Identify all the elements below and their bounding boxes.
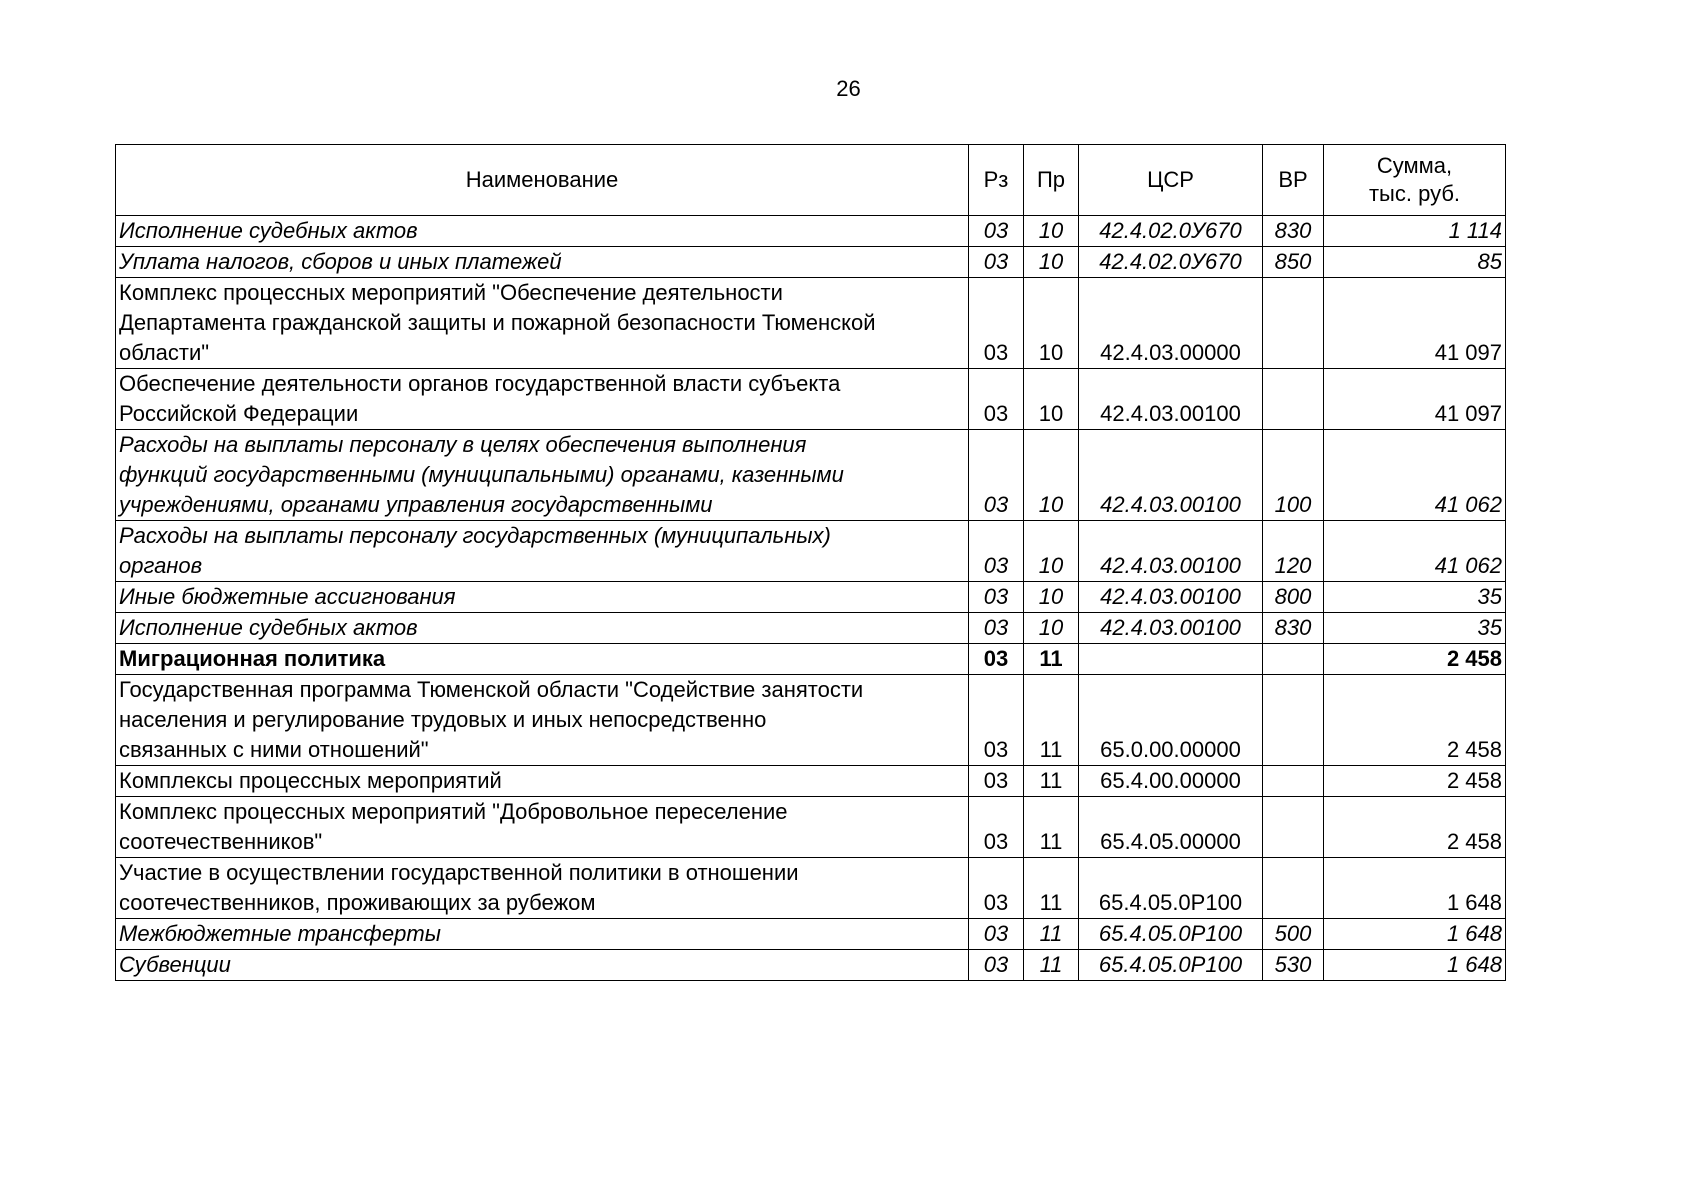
cell-csr: 65.0.00.00000 [1079,675,1263,766]
header-csr: ЦСР [1079,145,1263,216]
cell-pr: 11 [1024,797,1079,858]
cell-name: Участие в осуществлении государственной политики в отношении соотечественников, проживающих за рубежом [116,858,969,919]
cell-pr: 10 [1024,521,1079,582]
cell-csr: 65.4.05.0Р100 [1079,858,1263,919]
cell-csr: 42.4.03.00100 [1079,582,1263,613]
cell-name: Субвенции [116,950,969,981]
cell-sum: 1 648 [1324,858,1506,919]
table-body [116,216,1506,981]
table-row [116,613,1506,644]
cell-pr: 10 [1024,216,1079,247]
cell-sum: 1 648 [1324,950,1506,981]
table-row [116,644,1506,675]
cell-vr: 500 [1263,919,1324,950]
cell-name: Иные бюджетные ассигнования [116,582,969,613]
cell-rz: 03 [969,247,1024,278]
cell-csr: 42.4.02.0У670 [1079,247,1263,278]
cell-pr: 10 [1024,582,1079,613]
cell-csr: 42.4.03.00100 [1079,369,1263,430]
cell-vr: 800 [1263,582,1324,613]
cell-name: Обеспечение деятельности органов государственной власти субъекта Российской Федерации [116,369,969,430]
cell-vr [1263,797,1324,858]
table-row [116,797,1506,858]
table-row [116,675,1506,766]
cell-pr: 11 [1024,675,1079,766]
header-vr: ВР [1263,145,1324,216]
cell-vr: 530 [1263,950,1324,981]
cell-sum: 41 062 [1324,430,1506,521]
cell-csr: 65.4.05.0Р100 [1079,919,1263,950]
cell-rz: 03 [969,797,1024,858]
cell-vr [1263,675,1324,766]
cell-sum: 2 458 [1324,644,1506,675]
cell-pr: 11 [1024,766,1079,797]
cell-csr: 42.4.03.00100 [1079,521,1263,582]
cell-rz: 03 [969,644,1024,675]
table-row [116,247,1506,278]
cell-rz: 03 [969,369,1024,430]
cell-vr: 830 [1263,216,1324,247]
cell-rz: 03 [969,950,1024,981]
cell-vr [1263,766,1324,797]
cell-sum: 85 [1324,247,1506,278]
table-row [116,521,1506,582]
cell-rz: 03 [969,613,1024,644]
cell-sum: 41 097 [1324,278,1506,369]
cell-name: Комплекс процессных мероприятий "Добровольное переселение соотечественников" [116,797,969,858]
cell-sum: 2 458 [1324,766,1506,797]
cell-name: Расходы на выплаты персоналу государственных (муниципальных) органов [116,521,969,582]
table-row [116,369,1506,430]
cell-sum: 35 [1324,582,1506,613]
cell-rz: 03 [969,521,1024,582]
table-row [116,950,1506,981]
cell-sum: 2 458 [1324,797,1506,858]
cell-vr [1263,278,1324,369]
cell-pr: 10 [1024,247,1079,278]
cell-pr: 11 [1024,644,1079,675]
cell-sum: 1 648 [1324,919,1506,950]
cell-vr: 100 [1263,430,1324,521]
header-rz: Рз [969,145,1024,216]
cell-csr: 42.4.02.0У670 [1079,216,1263,247]
cell-sum: 41 062 [1324,521,1506,582]
cell-rz: 03 [969,216,1024,247]
table-row [116,766,1506,797]
table-row [116,216,1506,247]
cell-vr [1263,644,1324,675]
cell-pr: 10 [1024,278,1079,369]
cell-csr: 42.4.03.00100 [1079,430,1263,521]
table-row [116,278,1506,369]
cell-vr: 120 [1263,521,1324,582]
cell-pr: 11 [1024,950,1079,981]
cell-pr: 10 [1024,369,1079,430]
cell-name: Расходы на выплаты персоналу в целях обеспечения выполнения функций государственными (муниципальными) органами, казенными учреждениями, органами управления государственными [116,430,969,521]
cell-csr: 65.4.05.00000 [1079,797,1263,858]
cell-rz: 03 [969,430,1024,521]
cell-name: Комплекс процессных мероприятий "Обеспечение деятельности Департамента гражданской защиты и пожарной безопасности Тюменской области" [116,278,969,369]
cell-name: Межбюджетные трансферты [116,919,969,950]
cell-pr: 11 [1024,919,1079,950]
table-row [116,858,1506,919]
header-pr: Пр [1024,145,1079,216]
table-row [116,582,1506,613]
cell-rz: 03 [969,858,1024,919]
cell-vr: 850 [1263,247,1324,278]
cell-vr [1263,858,1324,919]
cell-sum: 41 097 [1324,369,1506,430]
budget-table [115,144,1506,981]
cell-rz: 03 [969,278,1024,369]
cell-sum: 1 114 [1324,216,1506,247]
cell-vr: 830 [1263,613,1324,644]
cell-rz: 03 [969,675,1024,766]
cell-csr [1079,644,1263,675]
table-row [116,919,1506,950]
cell-csr: 42.4.03.00100 [1079,613,1263,644]
cell-csr: 42.4.03.00000 [1079,278,1263,369]
cell-name: Исполнение судебных актов [116,216,969,247]
header-name: Наименование [116,145,969,216]
cell-pr: 10 [1024,613,1079,644]
table-row [116,430,1506,521]
cell-pr: 11 [1024,858,1079,919]
cell-name: Исполнение судебных актов [116,613,969,644]
cell-rz: 03 [969,919,1024,950]
cell-csr: 65.4.00.00000 [1079,766,1263,797]
table-header-row [116,145,1506,216]
cell-name: Комплексы процессных мероприятий [116,766,969,797]
cell-sum: 35 [1324,613,1506,644]
cell-rz: 03 [969,582,1024,613]
cell-name: Миграционная политика [116,644,969,675]
page-number: 26 [836,76,861,101]
cell-sum: 2 458 [1324,675,1506,766]
cell-vr [1263,369,1324,430]
cell-name: Государственная программа Тюменской области "Содействие занятости населения и регулирование трудовых и иных непосредственно связанных с ними отношений" [116,675,969,766]
cell-csr: 65.4.05.0Р100 [1079,950,1263,981]
cell-rz: 03 [969,766,1024,797]
cell-pr: 10 [1024,430,1079,521]
cell-name: Уплата налогов, сборов и иных платежей [116,247,969,278]
header-sum: Сумма, тыс. руб. [1324,145,1506,216]
